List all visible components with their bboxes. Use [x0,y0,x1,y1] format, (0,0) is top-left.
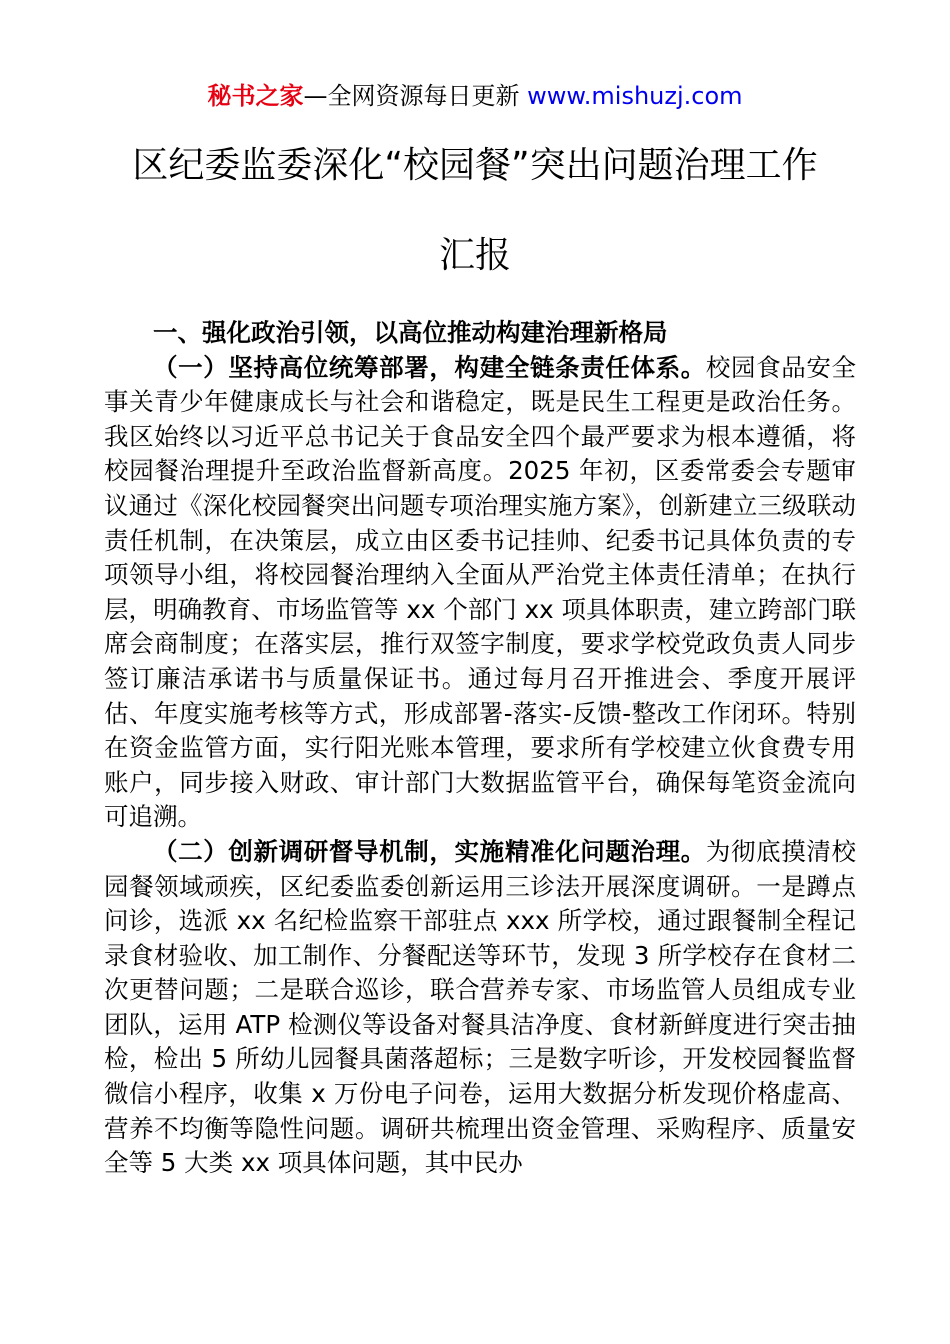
site-header [0,80,950,112]
site-url-link[interactable]: www.mishuzj.com [527,82,743,110]
document-body [104,316,856,1181]
section-heading-1: 一、强化政治引领，以高位推动构建治理新格局 [153,318,668,347]
document-title-line-2: 汇报 [438,235,511,276]
paragraph-1 [104,351,856,835]
site-tagline: —全网资源每日更新 [303,82,528,110]
document-title-line-1: 区纪委监委深化“校园餐”突出问题治理工作 [132,145,818,186]
site-brand: 秘书之家 [207,82,304,110]
paragraph-1-text: 校园食品安全事关青少年健康成长与社会和谐稳定，既是民生工程更是政治任务。我区始终以习近平总书记关于食品安全四个最严要求为根本遵循，将校园餐治理提升至政治监督新高度。2025 年初，区委常委会专题审议通过《深化校园餐突出问题专项治理实施方案》，创新建立三级联动责任机制，在决策层，成立由区委书记挂帅、纪委书记具体负责的专项领导小组，将校园餐治理纳入全面从严治党主体责任清单；在执行层，明确教育、市场监管等 xx 个部门 xx 项具体职责，建立跨部门联席会商制度；在落实层，推行双签字制度，要求学校党政负责人同步签订廉洁承诺书与质量保证书。通过每月召开推进会、季度开展评估、年度实施考核等方式，形成部署-落实-反馈-整改工作闭环。特别在资金监管方面，实行阳光账本管理，要求所有学校建立伙食费专用账户，同步接入财政、审计部门大数据监管平台，确保每笔资金流向可追溯。 [104,352,857,832]
paragraph-2-text: 为彻底摸清校园餐领域顽疾，区纪委监委创新运用三诊法开展深度调研。一是蹲点问诊，选派 xx 名纪检监察干部驻点 xxx 所学校，通过跟餐制全程记录食材验收、加工制作、分餐配送等环节，发现 3 所学校存在食材二次更替问题；二是联合巡诊，联合营养专家、市场监管人员组成专业团队，运用 ATP 检测仪等设备对餐具洁净度、食材新鲜度进行突击抽检，检出 5 所幼儿园餐具菌落超标；三是数字听诊，开发校园餐监督微信小程序，收集 x 万份电子问卷，运用大数据分析发现价格虚高、营养不均衡等隐性问题。调研共梳理出资金管理、采购程序、质量安全等 5 大类 xx 项具体问题，其中民办 [104,836,857,1178]
paragraph-2 [104,835,856,1181]
paragraph-1-lead: （一）坚持高位统筹部署，构建全链条责任体系。 [153,352,706,382]
paragraph-2-lead: （二）创新调研督导机制，实施精准化问题治理。 [153,836,706,866]
